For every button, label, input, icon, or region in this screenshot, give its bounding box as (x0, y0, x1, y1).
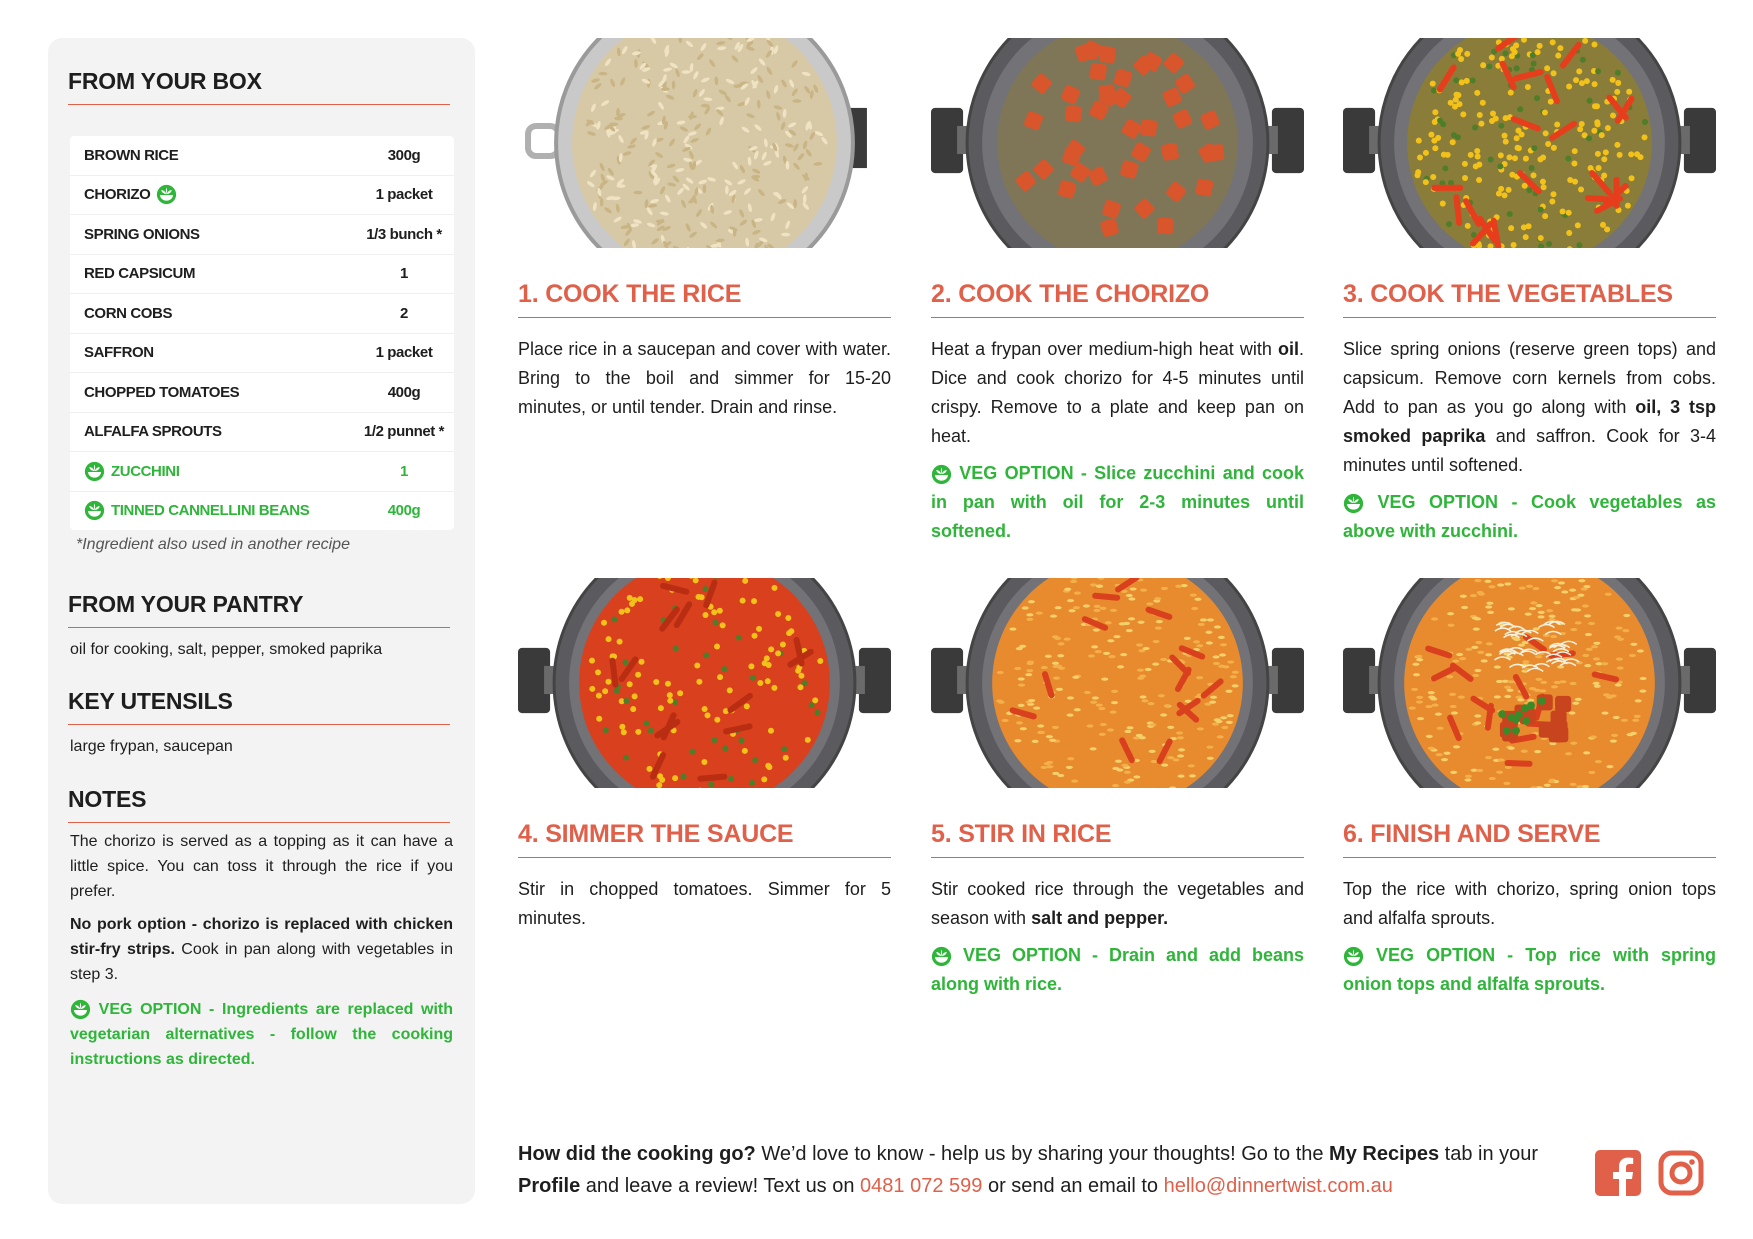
ingredient-name: CORN COBS (84, 304, 173, 322)
ingredient-quantity: 1/2 punnet * (363, 423, 445, 441)
ingredient-name: BROWN RICE (84, 146, 179, 164)
ingredient-row (70, 294, 454, 334)
ingredient-quantity: 1 packet (375, 186, 433, 204)
leaf-bowl-icon (1343, 946, 1364, 967)
footer-text-4: or send an email to (982, 1175, 1164, 1197)
ingredient-name-cell (70, 184, 354, 205)
ingredient-quantity: 1 packet (375, 344, 433, 362)
ingredient-name-cell (70, 147, 354, 164)
instruction-text: and saffron. Cook for 3-4 minutes until softened. (1343, 426, 1716, 475)
ingredient-name: SAFFRON (84, 344, 154, 362)
instruction-text: Top the rice with chorizo, spring onion tops and alfalfa sprouts. (1343, 879, 1716, 928)
pantry-text: oil for cooking, salt, pepper, smoked paprika (70, 641, 383, 658)
step-title: 5. STIR IN RICE (931, 820, 1304, 858)
step-instructions (1343, 875, 1716, 933)
step-photo-rice-mixed-in-pan (931, 578, 1304, 788)
instruction-text: Slice spring onions (reserve green tops) and capsicum. Remove corn kernels from cobs. Add to pan as you go along with (1343, 339, 1716, 417)
instagram-icon[interactable] (1658, 1150, 1704, 1196)
ingredients-sidebar (48, 38, 475, 1204)
from-your-box-title: FROM YOUR BOX (68, 68, 450, 105)
my-recipes-link[interactable]: My Recipes (1329, 1143, 1440, 1165)
footer-question: How did the cooking go? (518, 1143, 756, 1165)
no-pork-option: No pork option - chorizo is replaced with chicken stir-fry strips. (70, 916, 453, 958)
recipe-step (1343, 38, 1717, 541)
notes-title: NOTES (68, 786, 450, 823)
ingredient-row (70, 176, 454, 216)
ingredient-quantity: 300g (387, 146, 421, 164)
ingredient-name: CHOPPED TOMATOES (84, 383, 240, 401)
ingredient-row (70, 452, 454, 492)
ingredient-name-cell (70, 344, 354, 361)
step-veg-option (1343, 941, 1716, 999)
veg-option-text: VEG OPTION - Cook vegetables as above with zucchini. (1343, 492, 1716, 541)
ingredient-name: CHORIZO (84, 186, 151, 204)
ingredient-name-cell (70, 226, 354, 243)
key-utensils-title: KEY UTENSILS (68, 688, 450, 725)
profile-link[interactable]: Profile (518, 1175, 581, 1197)
step-title: 1. COOK THE RICE (518, 280, 891, 318)
step-instructions (518, 335, 891, 422)
step-veg-option (1343, 488, 1716, 546)
instruction-emphasis: oil, 3 tsp smoked paprika (1343, 397, 1717, 446)
ingredient-name-cell (70, 500, 354, 521)
ingredient-row (70, 255, 454, 295)
step-instructions (931, 335, 1304, 451)
step-photo-rice-in-strainer (518, 38, 891, 248)
footer-text-2: tab in your (1439, 1143, 1539, 1165)
recipe-step (931, 38, 1304, 541)
step-veg-option (931, 941, 1304, 999)
ingredient-row (70, 373, 454, 413)
step-veg-option (931, 459, 1304, 546)
ingredient-name: SPRING ONIONS (84, 225, 200, 243)
phone-link[interactable]: 0481 072 599 (860, 1175, 983, 1197)
ingredient-name: ZUCCHINI (111, 462, 180, 480)
ingredient-quantity: 400g (387, 383, 421, 401)
step-photo-finished-dish (1343, 578, 1716, 788)
leaf-bowl-icon (156, 184, 177, 205)
notes-veg-text: VEG OPTION - Ingredients are replaced with vegetarian alternatives - follow the cooking instructions as directed. (70, 1001, 453, 1068)
recipe-step (1343, 578, 1716, 1028)
recipe-step (518, 578, 891, 1028)
ingredient-row (70, 492, 454, 531)
ingredient-quantity: 400g (387, 502, 421, 520)
step-photo-vegetables-in-pan (1343, 38, 1716, 248)
recipe-step (518, 38, 891, 488)
leaf-bowl-icon (931, 946, 952, 967)
ingredient-name-cell (70, 305, 354, 322)
ingredient-row (70, 215, 454, 255)
veg-option-text: VEG OPTION - Drain and add beans along with rice. (931, 945, 1304, 994)
notes-paragraph-1: The chorizo is served as a topping as it can have a little spice. You can toss it through the rice if you prefer. (70, 833, 453, 900)
step-instructions (1343, 335, 1716, 480)
instruction-text: Heat a frypan over medium-high heat with (931, 339, 1278, 359)
leaf-bowl-icon (84, 461, 105, 482)
step-photo-tomato-sauce-in-pan (518, 578, 891, 788)
ingredient-row (70, 334, 454, 374)
step-photo-chorizo-in-pan (931, 38, 1304, 248)
email-link[interactable]: hello@dinnertwist.com.au (1163, 1175, 1393, 1197)
step-title: 6. FINISH AND SERVE (1343, 820, 1716, 858)
no-pork-rest: Cook in pan along with vegetables in step 3. (70, 941, 454, 983)
footnote: *Ingredient also used in another recipe (76, 536, 350, 553)
ingredient-name-cell (70, 461, 354, 482)
ingredient-quantity: 2 (400, 304, 408, 322)
instruction-text: . Dice and cook chorizo for 4-5 minutes until crispy. Remove to a plate and keep pan on heat. (931, 339, 1304, 446)
footer-text-1: We’d love to know - help us by sharing your thoughts! Go to the (755, 1143, 1330, 1165)
leaf-bowl-icon (84, 500, 105, 521)
facebook-icon[interactable] (1595, 1150, 1641, 1196)
step-instructions (518, 875, 891, 933)
notes-veg-option (70, 997, 453, 1072)
ingredient-name: ALFALFA SPROUTS (84, 423, 222, 441)
ingredient-quantity: 1 (400, 462, 408, 480)
instruction-text: Stir in chopped tomatoes. Simmer for 5 minutes. (518, 879, 891, 928)
instruction-text: Place rice in a saucepan and cover with water. Bring to the boil and simmer for 15-20 minutes, or until tender. Drain and rinse. (518, 339, 891, 417)
step-instructions (931, 875, 1304, 933)
ingredient-name-cell (70, 265, 354, 282)
recipe-step (931, 578, 1304, 1028)
from-your-pantry-title: FROM YOUR PANTRY (68, 591, 450, 628)
notes-paragraph-2 (70, 912, 453, 987)
ingredient-quantity: 1/3 bunch * (366, 225, 442, 243)
utensils-text: large frypan, saucepan (70, 738, 233, 755)
footer-text-3: and leave a review! Text us on (580, 1175, 861, 1197)
veg-option-text: VEG OPTION - Slice zucchini and cook in pan with oil for 2-3 minutes until softened. (931, 463, 1304, 541)
ingredient-row (70, 136, 454, 176)
ingredient-quantity: 1 (400, 265, 408, 283)
step-title: 2. COOK THE CHORIZO (931, 280, 1304, 318)
step-title: 3. COOK THE VEGETABLES (1343, 280, 1716, 318)
ingredient-name: RED CAPSICUM (84, 265, 196, 283)
leaf-bowl-icon (70, 999, 91, 1020)
step-title: 4. SIMMER THE SAUCE (518, 820, 891, 858)
veg-option-text: VEG OPTION - Top rice with spring onion tops and alfalfa sprouts. (1343, 945, 1716, 994)
instruction-emphasis: oil (1277, 339, 1299, 359)
ingredient-name-cell (70, 423, 354, 440)
ingredient-table (70, 136, 454, 530)
ingredient-name: TINNED CANNELLINI BEANS (111, 502, 310, 520)
feedback-footer (518, 1138, 1578, 1202)
leaf-bowl-icon (1343, 493, 1364, 514)
instruction-text: Stir cooked rice through the vegetables and season with (931, 879, 1304, 928)
instruction-emphasis: salt and pepper. (1031, 908, 1169, 928)
leaf-bowl-icon (931, 464, 952, 485)
ingredient-name-cell (70, 384, 354, 401)
ingredient-row (70, 413, 454, 453)
leaf-bowl-icon (70, 1001, 91, 1018)
